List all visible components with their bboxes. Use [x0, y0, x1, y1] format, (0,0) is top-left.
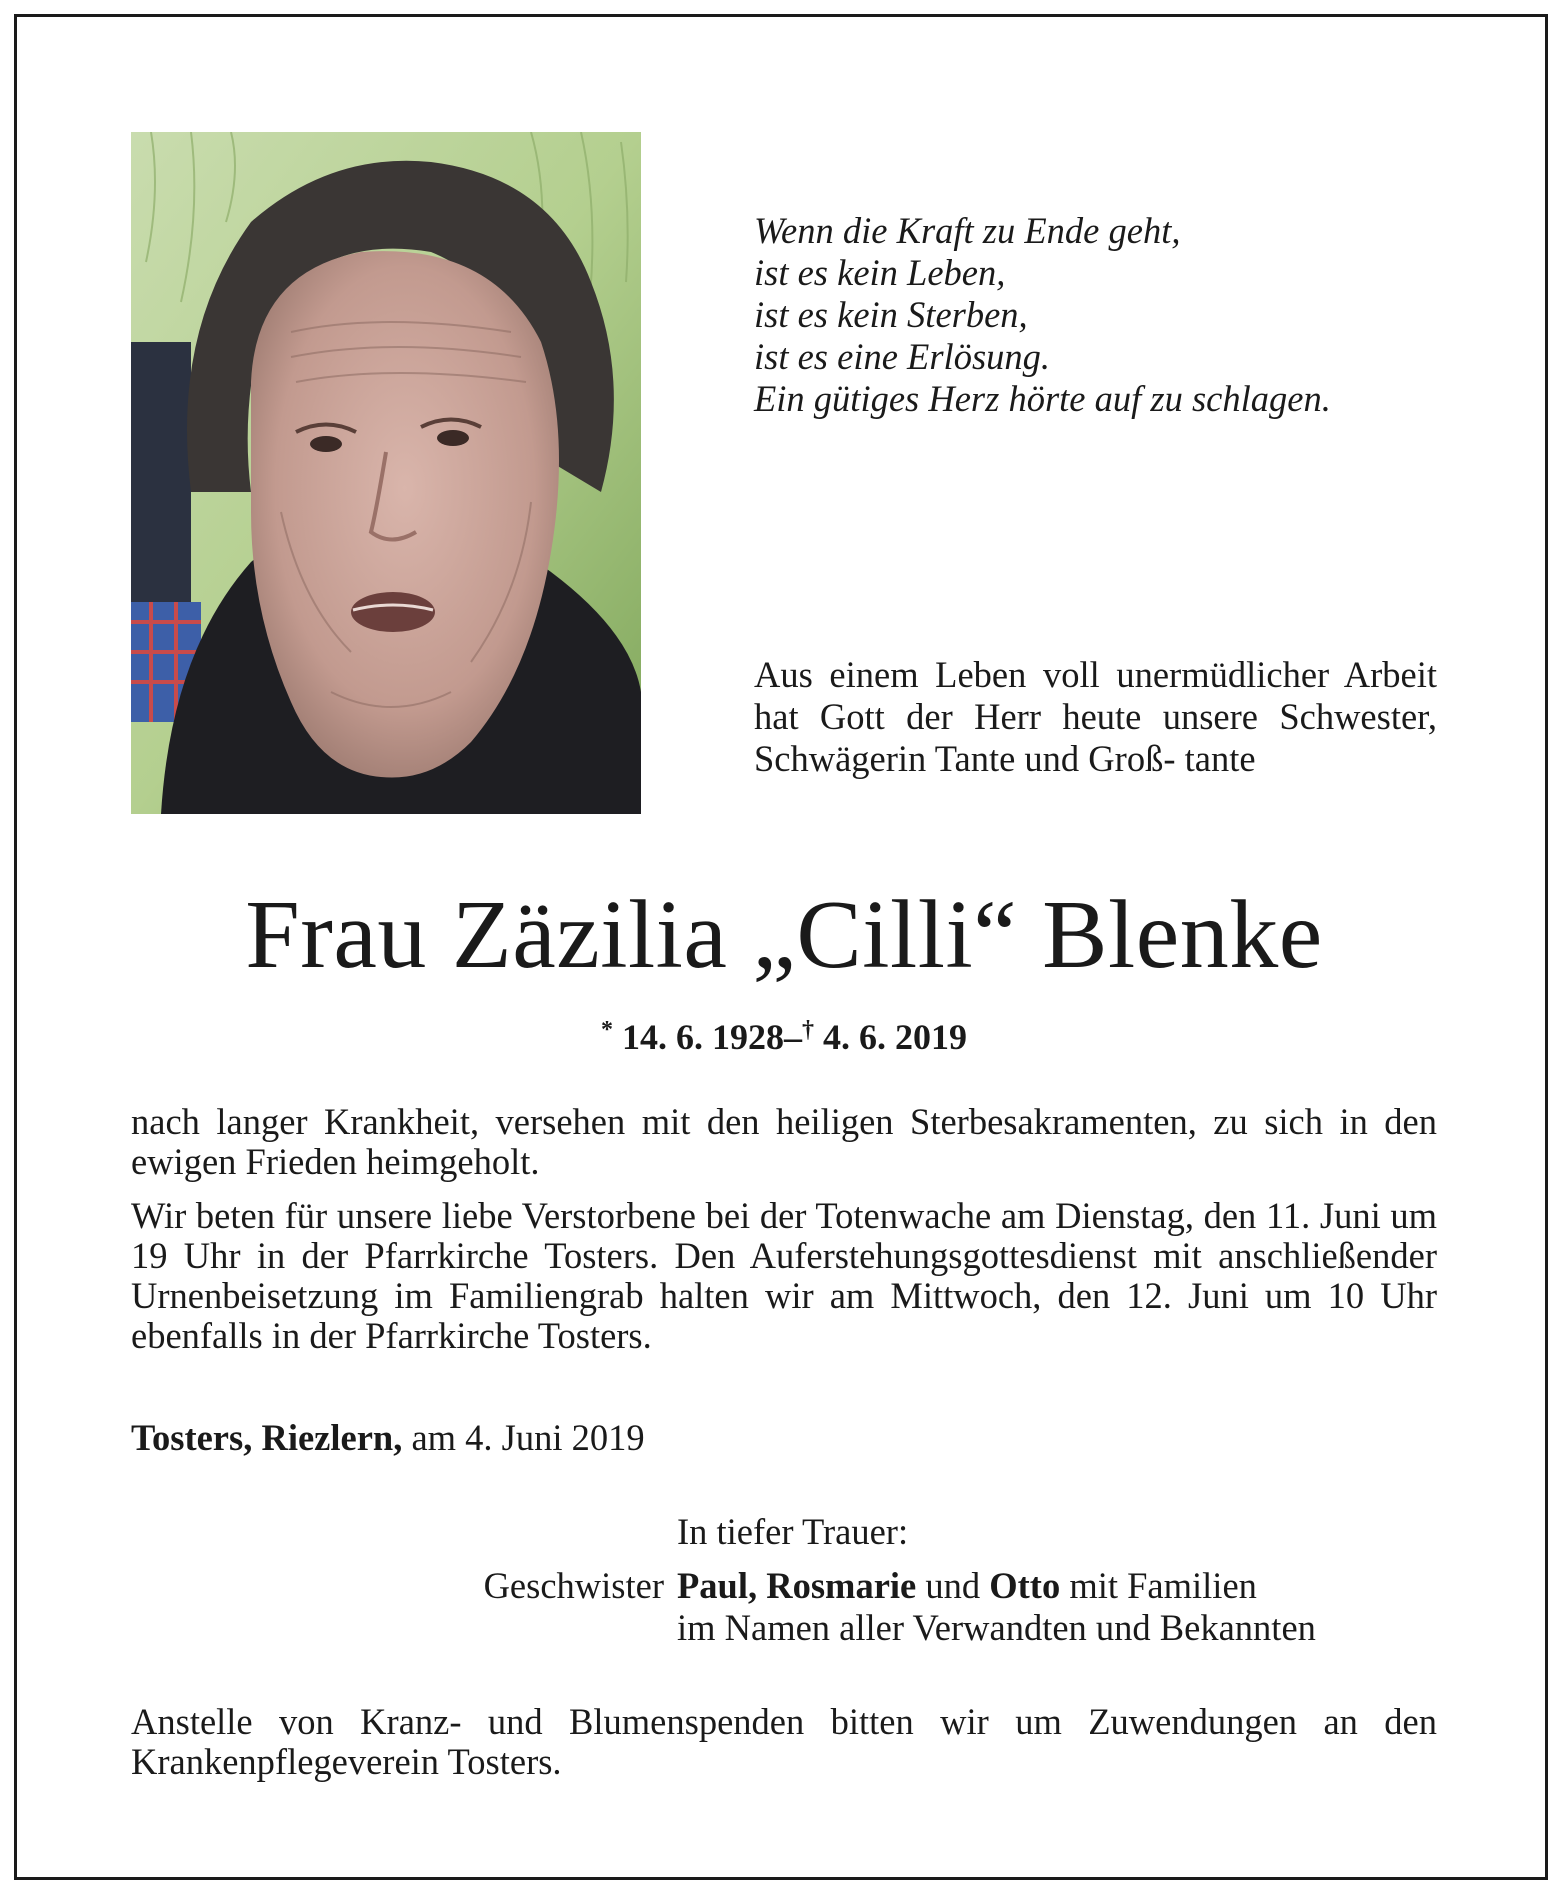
birth-symbol: * [601, 1017, 613, 1043]
intro-text: Aus einem Leben voll unermüdlicher Arbeit hat Gott der Herr heute unsere Schwester, Schwägerin Tante und Groß- tante [754, 654, 1437, 779]
relatives-line: im Namen aller Verwandten und Bekannten [677, 1607, 1316, 1648]
places: Tosters, Riezlern, [131, 1417, 403, 1458]
poem-line: Ein gütiges Herz hörte auf zu schlagen. [754, 378, 1331, 419]
siblings-label: Geschwister [483, 1565, 664, 1606]
portrait-photo [131, 132, 641, 814]
birth-date: 14. 6. 1928 [622, 1017, 784, 1057]
poem-line: ist es eine Erlösung. [754, 336, 1051, 377]
poem-line: ist es kein Sterben, [754, 294, 1028, 335]
paragraph-homecoming: nach langer Krankheit, versehen mit den heiligen Sterbesakramenten, zu sich in den ewigen Frieden heimgeholt. [131, 1101, 1437, 1182]
donation-note: Anstelle von Kranz- und Blumenspenden bitten wir um Zuwendungen an den Krankenpflegeverein Tosters. [131, 1701, 1437, 1782]
poem-line: Wenn die Kraft zu Ende geht, [754, 210, 1181, 251]
death-symbol: † [802, 1017, 814, 1043]
life-dates [0, 1008, 1568, 1059]
poem [754, 210, 1474, 420]
siblings-names [677, 1566, 1257, 1606]
sibling-names-1: Paul, Rosmarie [677, 1565, 917, 1606]
death-date: 4. 6. 2019 [823, 1017, 967, 1057]
notice-date: am 4. Juni 2019 [411, 1417, 645, 1458]
poem-line: ist es kein Leben, [754, 252, 1006, 293]
date-separator: – [784, 1017, 802, 1057]
sibling-name-2: Otto [989, 1565, 1061, 1606]
place-date [131, 1418, 645, 1458]
conjunction: und [925, 1565, 981, 1606]
paragraph-services: Wir beten für unsere liebe Verstorbene bei der Totenwache am Dienstag, den 11. Juni um 19 Uhr in der Pfarrkirche Tosters. Den Auferstehungsgottesdienst mit anschließender Urnenbeisetzung im Familiengrab halten wir am Mittwoch, den 12. Juni um 10 Uhr ebenfalls in der Pfarrkirche Tosters. [131, 1195, 1437, 1356]
deceased-name: Frau Zäzilia „Cilli“ Blenke [245, 881, 1323, 989]
with-families: mit Familien [1069, 1565, 1257, 1606]
mourning-label: In tiefer Trauer: [677, 1511, 909, 1552]
